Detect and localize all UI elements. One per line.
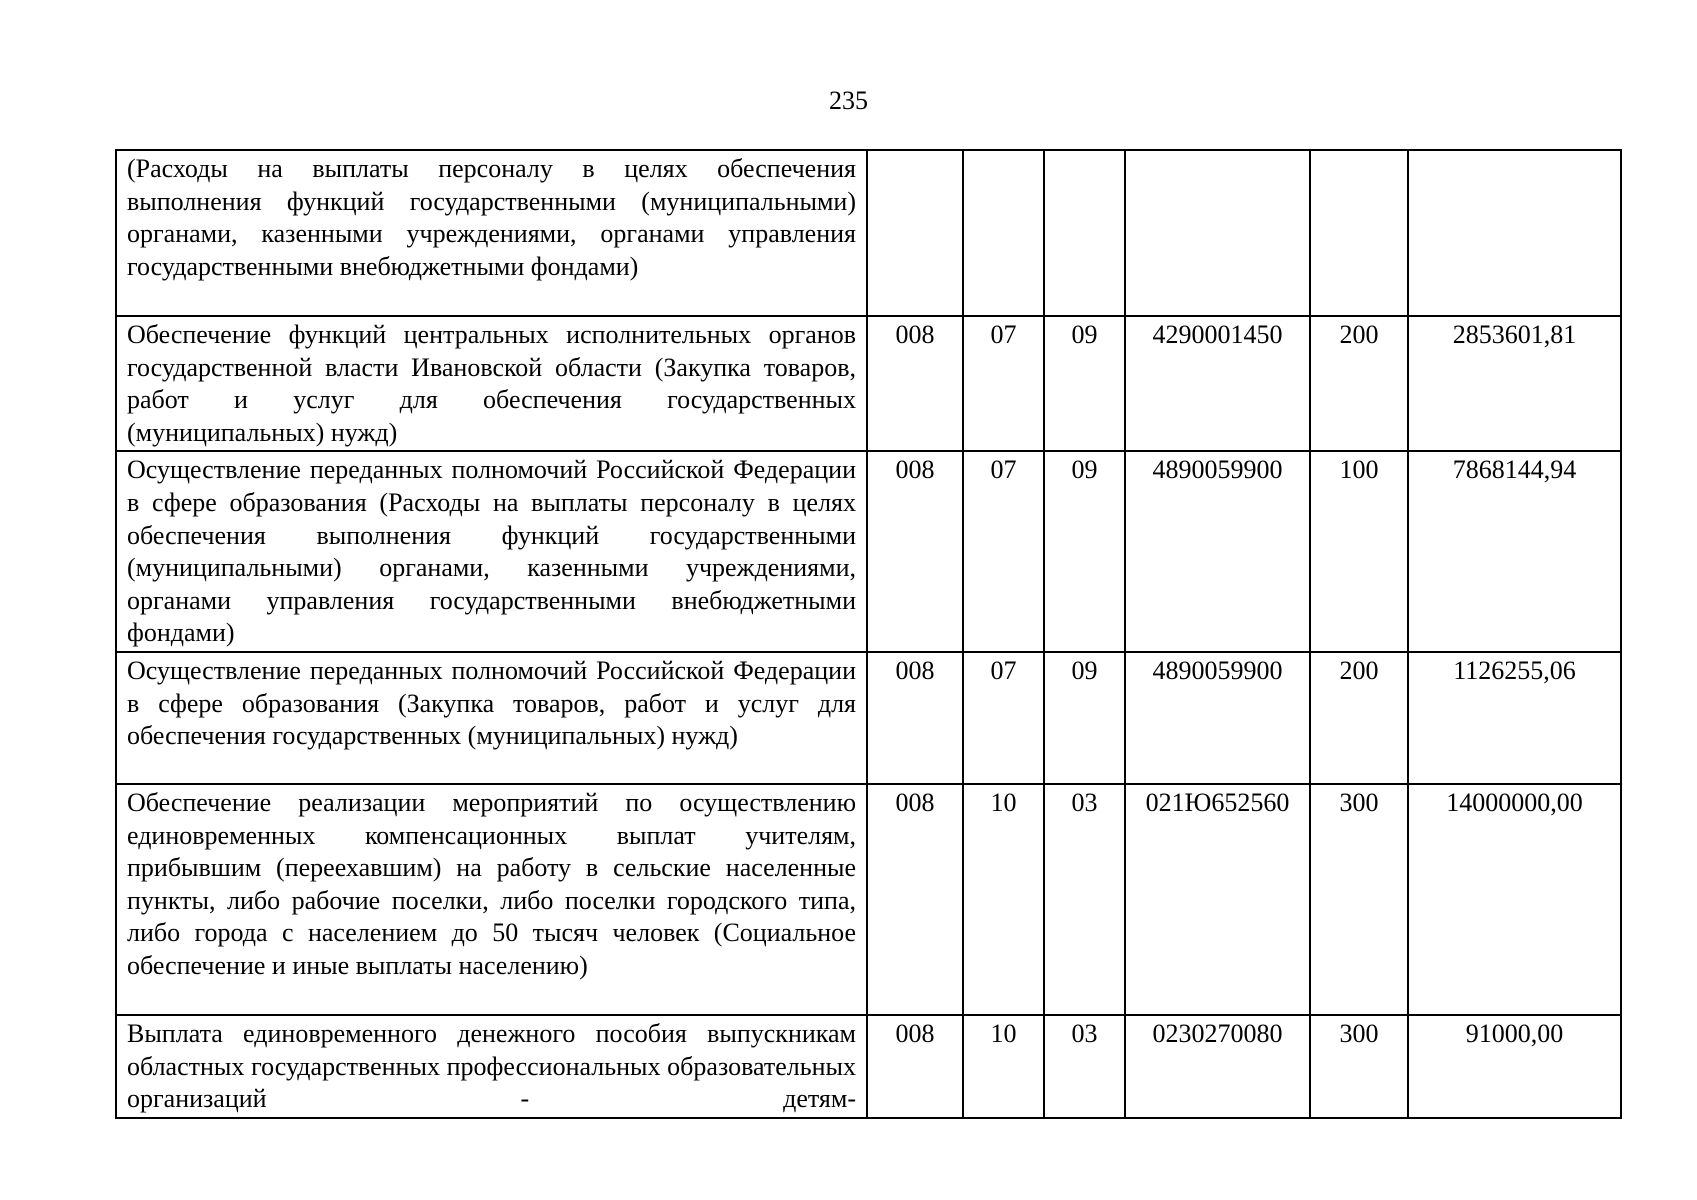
row-amount xyxy=(1408,150,1621,316)
row-description: Обеспечение реализации мероприятий по осуществлению единовременных компенсационных выплат учителям, прибывшим (переехавшим) на работу в сельские населенные пункты, либо рабочие поселки, либо поселки городского типа, либо города с населением до 50 тысяч человек (Социальное обеспечение и иные выплаты населению) xyxy=(116,784,867,1015)
table-row xyxy=(116,1015,1621,1118)
row-expense-type-code: 200 xyxy=(1310,652,1408,784)
row-subsection-code: 09 xyxy=(1044,451,1125,652)
row-ministry-code: 008 xyxy=(867,652,963,784)
row-expense-type-code: 200 xyxy=(1310,316,1408,451)
row-description: Обеспечение функций центральных исполнительных органов государственной власти Ивановской области (Закупка товаров, работ и услуг для обеспечения государственных (муниципальных) нужд) xyxy=(116,316,867,451)
row-section-code: 07 xyxy=(963,316,1044,451)
row-ministry-code xyxy=(867,150,963,316)
table-row xyxy=(116,784,1621,1015)
row-section-code xyxy=(963,150,1044,316)
row-amount: 1126255,06 xyxy=(1408,652,1621,784)
row-target-code: 021Ю652560 xyxy=(1125,784,1310,1015)
row-expense-type-code xyxy=(1310,150,1408,316)
row-section-code: 07 xyxy=(963,652,1044,784)
row-amount: 2853601,81 xyxy=(1408,316,1621,451)
row-subsection-code: 03 xyxy=(1044,784,1125,1015)
row-section-code: 07 xyxy=(963,451,1044,652)
row-subsection-code: 09 xyxy=(1044,316,1125,451)
row-target-code: 4890059900 xyxy=(1125,451,1310,652)
table-row xyxy=(116,150,1621,316)
row-subsection-code: 09 xyxy=(1044,652,1125,784)
row-expense-type-code: 300 xyxy=(1310,784,1408,1015)
row-ministry-code: 008 xyxy=(867,316,963,451)
row-subsection-code xyxy=(1044,150,1125,316)
row-description: Выплата единовременного денежного пособия выпускникам областных государственных профессиональных образовательных организаций - детям- xyxy=(116,1015,867,1118)
row-amount: 91000,00 xyxy=(1408,1015,1621,1118)
row-target-code: 4890059900 xyxy=(1125,652,1310,784)
row-amount: 14000000,00 xyxy=(1408,784,1621,1015)
row-target-code: 0230270080 xyxy=(1125,1015,1310,1118)
row-description: (Расходы на выплаты персоналу в целях обеспечения выполнения функций государственными (муниципальными) органами, казенными учреждениями, органами управления государственными внебюджетными фондами) xyxy=(116,150,867,316)
budget-table xyxy=(115,149,1622,1119)
page-number: 235 xyxy=(829,86,868,115)
table-row xyxy=(116,652,1621,784)
table-row xyxy=(116,316,1621,451)
row-target-code xyxy=(1125,150,1310,316)
row-ministry-code: 008 xyxy=(867,1015,963,1118)
row-section-code: 10 xyxy=(963,784,1044,1015)
table-row xyxy=(116,451,1621,652)
row-amount: 7868144,94 xyxy=(1408,451,1621,652)
row-section-code: 10 xyxy=(963,1015,1044,1118)
row-target-code: 4290001450 xyxy=(1125,316,1310,451)
row-expense-type-code: 300 xyxy=(1310,1015,1408,1118)
row-expense-type-code: 100 xyxy=(1310,451,1408,652)
row-ministry-code: 008 xyxy=(867,784,963,1015)
row-description: Осуществление переданных полномочий Российской Федерации в сфере образования (Расходы на выплаты персоналу в целях обеспечения выполнения функций государственными (муниципальными) органами, казенными учреждениями, органами управления государственными внебюджетными фондами) xyxy=(116,451,867,652)
row-ministry-code: 008 xyxy=(867,451,963,652)
row-subsection-code: 03 xyxy=(1044,1015,1125,1118)
row-description: Осуществление переданных полномочий Российской Федерации в сфере образования (Закупка товаров, работ и услуг для обеспечения государственных (муниципальных) нужд) xyxy=(116,652,867,784)
